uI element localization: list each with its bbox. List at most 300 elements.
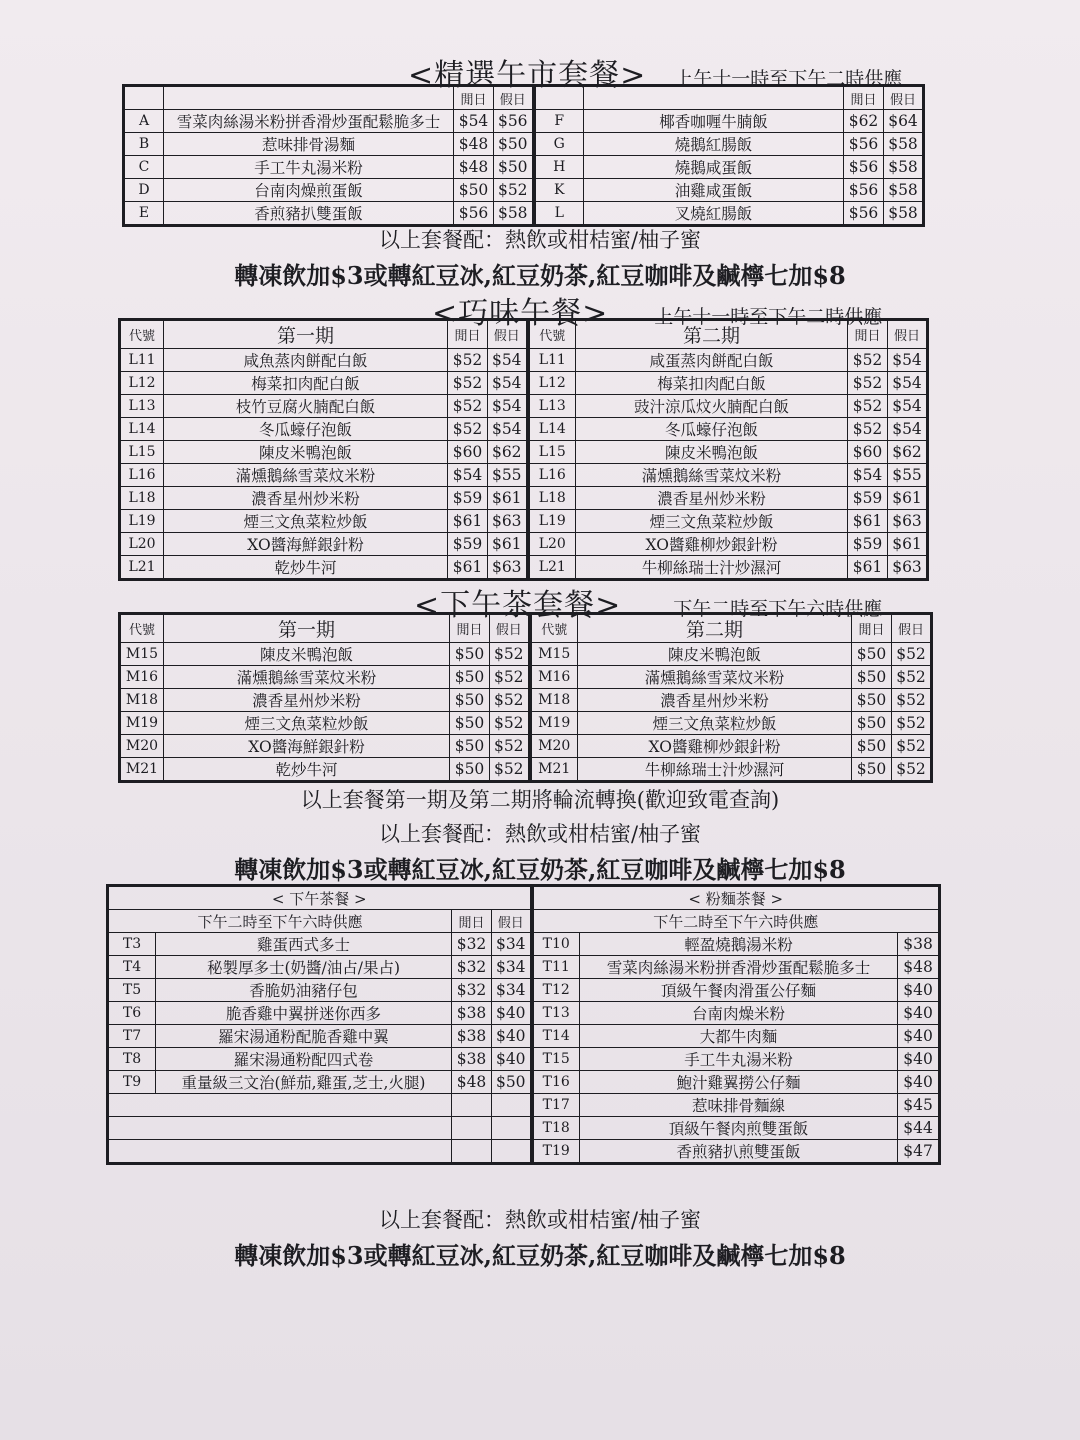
item-code: E [124,202,164,226]
item-code: L15 [120,441,164,464]
weekday-price: $54 [454,110,494,133]
item-code: L13 [528,395,576,418]
blank-cell [164,86,454,110]
item-code: T10 [532,933,580,956]
item-name: 煙三文魚菜粒炒飯 [578,712,852,735]
blank-cell [534,86,584,110]
lunch-header-row [124,86,924,110]
lunch-hours: 上午十一時至下午二時供應 [674,68,903,90]
item-code: L21 [120,556,164,580]
item-name: 頂級午餐肉煎雙蛋飯 [580,1117,898,1140]
holiday-price: $52 [490,735,530,758]
weekday-price: $52 [448,349,488,372]
item-code: M19 [530,712,578,735]
item-name: 手工牛丸湯米粉 [580,1048,898,1071]
item-name: 香煎豬扒雙蛋飯 [164,202,454,226]
weekday-price: $38 [452,1002,492,1025]
item-name: 咸蛋蒸肉餅配白飯 [576,349,848,372]
item-name: 鮑汁雞翼撈公仔麵 [580,1071,898,1094]
holiday-price: $52 [490,643,530,666]
weekday-price: $48 [454,156,494,179]
weekday-price: $32 [452,933,492,956]
item-code: L15 [528,441,576,464]
holiday-price: $55 [488,464,528,487]
item-name: 豉汁涼瓜炆火腩配白飯 [576,395,848,418]
period-two-header: 第二期 [576,320,848,349]
holiday-price: $58 [884,202,924,226]
item-code: T15 [532,1048,580,1071]
item-price: $40 [898,1048,940,1071]
tea-set-item-row [120,735,932,758]
item-name: 濃香星州炒米粉 [578,689,852,712]
weekday-price: $52 [848,372,888,395]
afternoon-tea-title: < 下午茶餐 > [108,886,532,910]
holiday-price: $52 [892,689,932,712]
item-code: L12 [528,372,576,395]
tea-item-row [108,1002,940,1025]
item-name: 雪菜肉絲湯米粉拼香滑炒蛋配鬆脆多士 [580,956,898,979]
weekday-price: $52 [448,372,488,395]
blank-cell [124,86,164,110]
item-code: B [124,133,164,156]
weekday-price: $56 [844,133,884,156]
holiday-price: $63 [888,556,928,580]
item-code: M21 [120,758,164,782]
lunch-note-drink: 以上套餐配：熱飲或柑桔蜜/柚子蜜 [378,228,702,252]
item-code: T5 [108,979,156,1002]
item-name: 乾炒牛河 [164,758,450,782]
blank-cell [584,86,844,110]
item-code: M16 [530,666,578,689]
holiday-price: $58 [884,179,924,202]
item-name: 手工牛丸湯米粉 [164,156,454,179]
weekday-price: $52 [448,395,488,418]
item-name: 雪菜肉絲湯米粉拼香滑炒蛋配鬆脆多士 [164,110,454,133]
lunch-note-upgrade: 轉凍飲加$3或轉紅豆冰,紅豆奶茶,紅豆咖啡及鹹檸七加$8 [234,261,846,290]
tea-set-table [118,612,933,783]
holiday-price: $54 [888,349,928,372]
blank-cell [108,1117,452,1140]
holiday-price: $56 [494,110,534,133]
holiday-price: $63 [488,510,528,533]
item-code: M15 [530,643,578,666]
holiday-price: $52 [490,758,530,782]
weekday-price: $56 [844,179,884,202]
weekday-price: $50 [450,735,490,758]
set-lunch-item-row [120,464,928,487]
item-code: T14 [532,1025,580,1048]
item-code: L16 [528,464,576,487]
tea-item-row [108,1025,940,1048]
item-code: D [124,179,164,202]
item-name: 台南肉燥煎蛋飯 [164,179,454,202]
item-code: L20 [528,533,576,556]
set-lunch-item-row [120,349,928,372]
item-code: T9 [108,1071,156,1094]
holiday-price: $52 [494,179,534,202]
tea-item-row [108,1048,940,1071]
item-name: 梅菜扣肉配白飯 [164,372,448,395]
item-name: 冬瓜蠔仔泡飯 [164,418,448,441]
item-code: M19 [120,712,164,735]
set-lunch-hours: 上午十一時至下午二時供應 [654,306,883,328]
item-name: XO醬海鮮銀針粉 [164,735,450,758]
code-column-header: 代號 [530,614,578,643]
holiday-price: $54 [488,395,528,418]
weekday-price: $50 [852,643,892,666]
holiday-price: $34 [492,956,532,979]
holiday-price: $54 [488,349,528,372]
weekday-column-header: 閒日 [848,320,888,349]
period-one-header: 第一期 [164,320,448,349]
holiday-price: $52 [892,758,932,782]
item-code: T6 [108,1002,156,1025]
item-name: 牛柳絲瑞士汁炒濕河 [578,758,852,782]
weekday-column-header: 閒日 [450,614,490,643]
weekday-price: $59 [848,487,888,510]
tea-set-item-row [120,689,932,712]
blank-cell [452,1140,492,1164]
set-lunch-item-row [120,372,928,395]
item-code: L14 [120,418,164,441]
holiday-price: $40 [492,1002,532,1025]
set-lunch-item-row [120,395,928,418]
item-name: XO醬雞柳炒銀針粉 [576,533,848,556]
weekday-price: $50 [852,735,892,758]
set-lunch-title: <巧味午餐> [432,296,609,331]
weekday-price: $52 [448,418,488,441]
lunch-item-row [124,133,924,156]
holiday-price: $62 [888,441,928,464]
weekday-price: $59 [448,533,488,556]
weekday-column-header: 閒日 [454,86,494,110]
holiday-price: $52 [892,666,932,689]
holiday-price: $54 [888,418,928,441]
blank-cell [452,1117,492,1140]
tea-set-header-row [120,614,932,643]
item-name: 燒鵝咸蛋飯 [584,156,844,179]
set-lunch-item-row [120,487,928,510]
footer-note-upgrade: 轉凍飲加$3或轉紅豆冰,紅豆奶茶,紅豆咖啡及鹹檸七加$8 [234,1241,846,1270]
lunch-item-row [124,156,924,179]
holiday-price: $61 [488,533,528,556]
item-code: L12 [120,372,164,395]
item-code: T4 [108,956,156,979]
set-lunch-item-row [120,510,928,533]
item-code: L19 [528,510,576,533]
item-name: 惹味排骨麵線 [580,1094,898,1117]
item-code: T19 [532,1140,580,1164]
holiday-price: $50 [494,133,534,156]
lunch-table [122,84,925,227]
item-name: 叉燒紅腸飯 [584,202,844,226]
holiday-price: $52 [892,643,932,666]
item-code: L13 [120,395,164,418]
holiday-price: $50 [494,156,534,179]
item-name: 輕盈燒鵝湯米粉 [580,933,898,956]
weekday-price: $50 [450,712,490,735]
holiday-column-header: 假日 [488,320,528,349]
code-column-header: 代號 [528,320,576,349]
item-code: L20 [120,533,164,556]
holiday-price: $63 [488,556,528,580]
lunch-item-row [124,110,924,133]
tea-item-row [108,956,940,979]
set-lunch-item-row [120,441,928,464]
weekday-price: $56 [454,202,494,226]
item-code: T12 [532,979,580,1002]
period-one-header: 第一期 [164,614,450,643]
holiday-price: $52 [490,689,530,712]
tea-item-row [108,1117,940,1140]
weekday-price: $60 [848,441,888,464]
item-name: 煙三文魚菜粒炒飯 [576,510,848,533]
item-code: L14 [528,418,576,441]
weekday-price: $52 [848,395,888,418]
tea-set-note-drink: 以上套餐配：熱飲或柑桔蜜/柚子蜜 [378,822,702,846]
item-price: $44 [898,1117,940,1140]
item-name: 梅菜扣肉配白飯 [576,372,848,395]
set-lunch-item-row [120,418,928,441]
weekday-price: $50 [450,666,490,689]
item-name: 燒鵝紅腸飯 [584,133,844,156]
item-code: G [534,133,584,156]
item-name: 滿燻鵝絲雪菜炆米粉 [164,464,448,487]
item-name: 濃香星州炒米粉 [164,689,450,712]
blank-cell [452,1094,492,1117]
item-code: M16 [120,666,164,689]
item-code: T16 [532,1071,580,1094]
item-code: L11 [120,349,164,372]
item-code: M21 [530,758,578,782]
set-lunch-header-row [120,320,928,349]
noodle-tea-hours: 下午二時至下午六時供應 [532,910,940,933]
item-name: 惹味排骨湯麵 [164,133,454,156]
item-code: T7 [108,1025,156,1048]
lunch-item-row [124,202,924,226]
blank-cell [108,1094,452,1117]
set-lunch-item-row [120,556,928,580]
item-name: 秘製厚多士(奶醬/油占/果占) [156,956,452,979]
item-name: 濃香星州炒米粉 [576,487,848,510]
holiday-price: $61 [488,487,528,510]
item-price: $47 [898,1140,940,1164]
item-price: $40 [898,979,940,1002]
item-name: 枝竹豆腐火腩配白飯 [164,395,448,418]
weekday-price: $50 [454,179,494,202]
period-two-header: 第二期 [578,614,852,643]
weekday-price: $61 [848,510,888,533]
set-lunch-table [118,318,929,581]
weekday-column-header: 閒日 [448,320,488,349]
item-price: $38 [898,933,940,956]
holiday-price: $52 [490,666,530,689]
weekday-price: $48 [454,133,494,156]
holiday-price: $52 [892,712,932,735]
weekday-price: $50 [852,666,892,689]
item-name: 陳皮米鴨泡飯 [578,643,852,666]
weekday-column-header: 閒日 [844,86,884,110]
tea-title-row [108,886,940,910]
weekday-price: $32 [452,956,492,979]
holiday-price: $52 [892,735,932,758]
item-name: 台南肉燥米粉 [580,1002,898,1025]
tea-item-row [108,1071,940,1094]
tea-set-note-upgrade: 轉凍飲加$3或轉紅豆冰,紅豆奶茶,紅豆咖啡及鹹檸七加$8 [234,855,846,884]
tea-set-item-row [120,712,932,735]
weekday-price: $62 [844,110,884,133]
weekday-price: $52 [848,349,888,372]
item-name: 煙三文魚菜粒炒飯 [164,510,448,533]
tea-set-item-row [120,666,932,689]
item-price: $40 [898,1071,940,1094]
item-name: 頂級午餐肉滑蛋公仔麵 [580,979,898,1002]
item-code: T13 [532,1002,580,1025]
holiday-price: $54 [488,372,528,395]
weekday-price: $54 [448,464,488,487]
holiday-price: $62 [488,441,528,464]
item-price: $40 [898,1025,940,1048]
weekday-price: $48 [452,1071,492,1094]
weekday-column-header: 閒日 [452,910,492,933]
holiday-price: $54 [888,372,928,395]
item-name: 咸魚蒸肉餅配白飯 [164,349,448,372]
blank-cell [492,1140,532,1164]
weekday-price: $38 [452,1025,492,1048]
lunch-title: <精選午市套餐> [408,58,647,93]
blank-cell [492,1094,532,1117]
item-name: 大都牛肉麵 [580,1025,898,1048]
holiday-price: $34 [492,979,532,1002]
holiday-price: $64 [884,110,924,133]
weekday-price: $38 [452,1048,492,1071]
weekday-column-header: 閒日 [852,614,892,643]
item-name: 滿燻鵝絲雪菜炆米粉 [578,666,852,689]
item-name: 滿燻鵝絲雪菜炆米粉 [164,666,450,689]
tea-set-note-rotation: 以上套餐第一期及第二期將輪流轉換(歡迎致電查詢) [300,788,780,812]
holiday-price: $40 [492,1025,532,1048]
item-code: H [534,156,584,179]
item-name: 煙三文魚菜粒炒飯 [164,712,450,735]
item-code: T8 [108,1048,156,1071]
item-code: M15 [120,643,164,666]
item-name: 香脆奶油豬仔包 [156,979,452,1002]
weekday-price: $59 [448,487,488,510]
weekday-price: $60 [448,441,488,464]
item-name: XO醬雞柳炒銀針粉 [578,735,852,758]
weekday-price: $56 [844,156,884,179]
item-code: L21 [528,556,576,580]
item-name: 油雞咸蛋飯 [584,179,844,202]
set-lunch-item-row [120,533,928,556]
holiday-price: $61 [888,487,928,510]
holiday-price: $34 [492,933,532,956]
item-code: L16 [120,464,164,487]
tea-item-row [108,1140,940,1164]
weekday-price: $61 [448,556,488,580]
holiday-column-header: 假日 [892,614,932,643]
weekday-price: $50 [450,643,490,666]
afternoon-tea-hours: 下午二時至下午六時供應 [108,910,452,933]
code-column-header: 代號 [120,320,164,349]
holiday-column-header: 假日 [490,614,530,643]
holiday-price: $55 [888,464,928,487]
item-name: 羅宋湯通粉配四式卷 [156,1048,452,1071]
item-name: 雞蛋西式多士 [156,933,452,956]
item-code: M20 [120,735,164,758]
item-name: 乾炒牛河 [164,556,448,580]
tea-item-row [108,933,940,956]
holiday-price: $54 [888,395,928,418]
item-price: $48 [898,956,940,979]
item-code: M18 [120,689,164,712]
holiday-price: $58 [884,156,924,179]
holiday-price: $61 [888,533,928,556]
item-name: 滿燻鵝絲雪菜炆米粉 [576,464,848,487]
item-code: L [534,202,584,226]
item-name: 香煎豬扒煎雙蛋飯 [580,1140,898,1164]
item-code: L18 [120,487,164,510]
item-price: $40 [898,1002,940,1025]
blank-cell [108,1140,452,1164]
tea-set-hours: 下午二時至下午六時供應 [673,598,883,620]
weekday-price: $54 [848,464,888,487]
holiday-price: $63 [888,510,928,533]
item-code: L19 [120,510,164,533]
item-name: 陳皮米鴨泡飯 [164,643,450,666]
holiday-price: $54 [488,418,528,441]
noodle-tea-title: < 粉麵茶餐 > [532,886,940,910]
item-name: 牛柳絲瑞士汁炒濕河 [576,556,848,580]
item-code: C [124,156,164,179]
weekday-price: $50 [450,689,490,712]
afternoon-tea-table [106,884,941,1165]
item-name: 陳皮米鴨泡飯 [576,441,848,464]
weekday-price: $61 [448,510,488,533]
holiday-column-header: 假日 [494,86,534,110]
item-name: 冬瓜蠔仔泡飯 [576,418,848,441]
holiday-price: $58 [494,202,534,226]
tea-subheader-row [108,910,940,933]
holiday-price: $50 [492,1071,532,1094]
weekday-price: $59 [848,533,888,556]
weekday-price: $32 [452,979,492,1002]
code-column-header: 代號 [120,614,164,643]
weekday-price: $50 [852,712,892,735]
lunch-item-row [124,179,924,202]
weekday-price: $56 [844,202,884,226]
holiday-column-header: 假日 [888,320,928,349]
item-code: A [124,110,164,133]
item-code: T11 [532,956,580,979]
weekday-price: $50 [450,758,490,782]
item-code: T3 [108,933,156,956]
weekday-price: $52 [848,418,888,441]
item-code: T18 [532,1117,580,1140]
weekday-price: $50 [852,689,892,712]
footer-note-drink: 以上套餐配：熱飲或柑桔蜜/柚子蜜 [378,1208,702,1232]
item-name: 濃香星州炒米粉 [164,487,448,510]
holiday-column-header: 假日 [492,910,532,933]
item-code: K [534,179,584,202]
item-name: 椰香咖喱牛腩飯 [584,110,844,133]
item-code: M20 [530,735,578,758]
blank-cell [492,1117,532,1140]
item-name: 脆香雞中翼拼迷你西多 [156,1002,452,1025]
tea-item-row [108,1094,940,1117]
holiday-column-header: 假日 [884,86,924,110]
weekday-price: $61 [848,556,888,580]
